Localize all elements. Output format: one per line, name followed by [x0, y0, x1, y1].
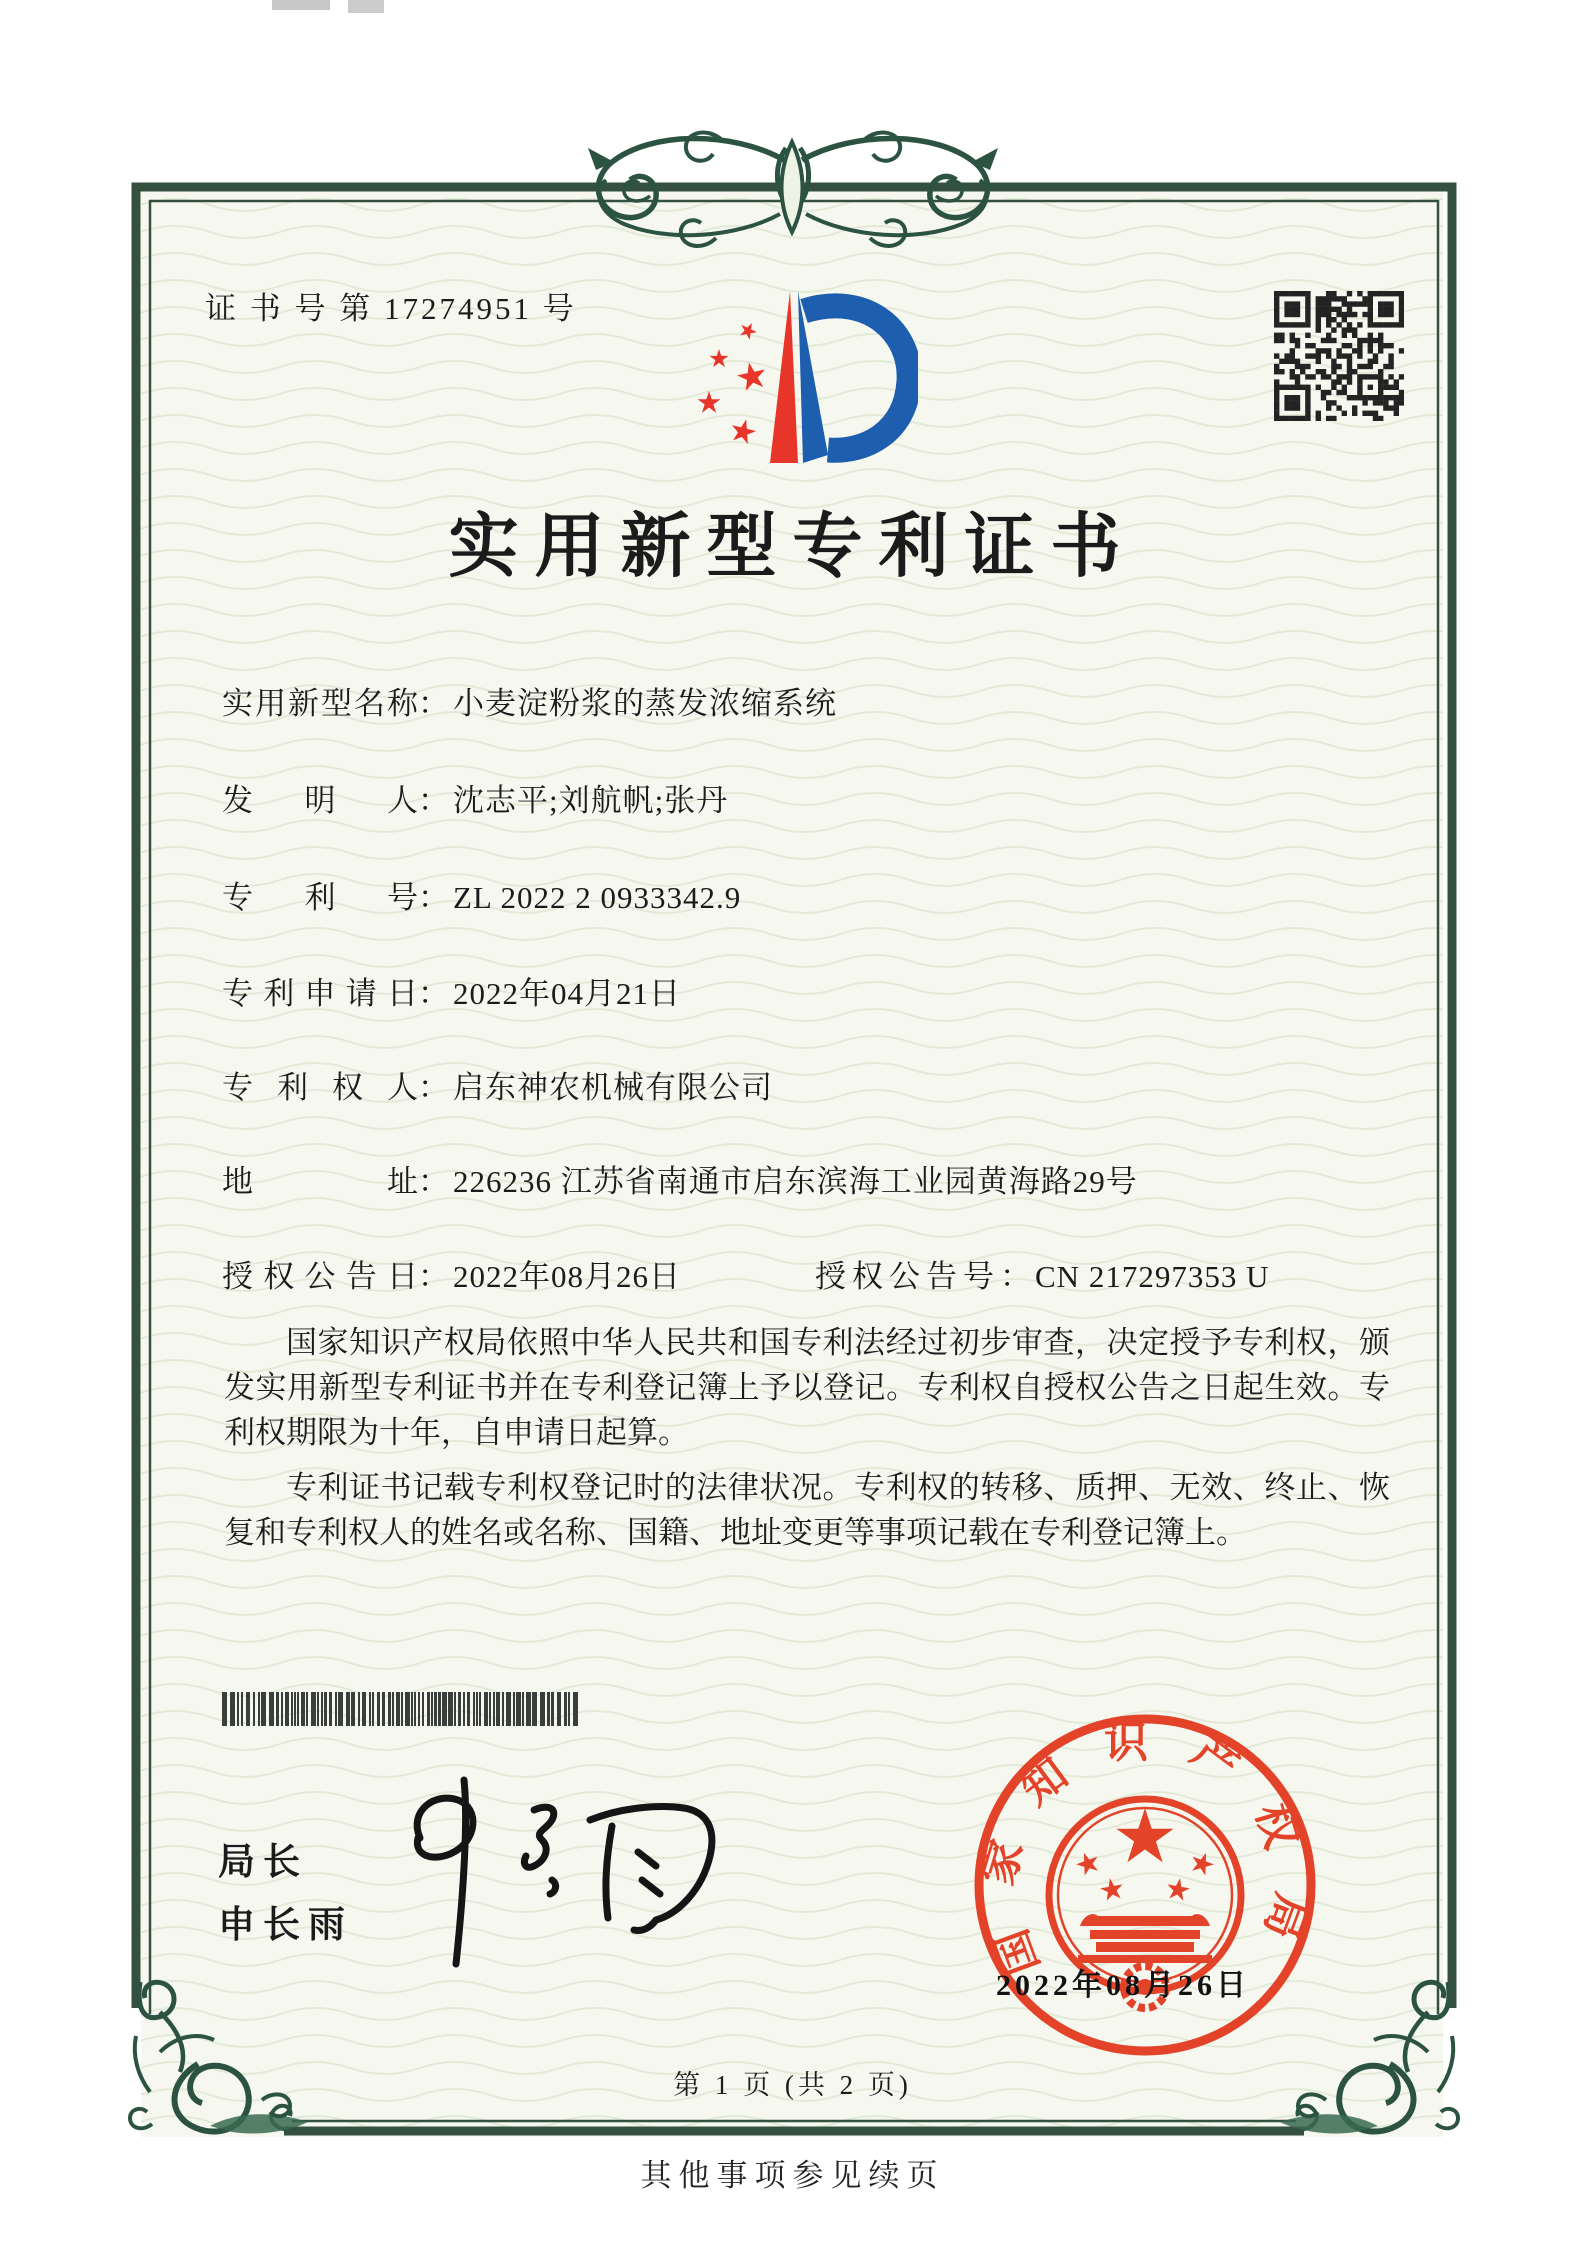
field-label: 授权公告号 — [815, 1259, 1000, 1294]
field-value: CN 217297353 U — [1035, 1259, 1270, 1294]
field-label: 实用新型名称 — [222, 686, 418, 721]
field-value: 2022年04月21日 — [453, 976, 681, 1011]
field-row-patentee — [222, 1062, 773, 1107]
field-value: 沈志平;刘航帆;张丹 — [453, 783, 729, 818]
signer-title: 局长 — [218, 1841, 308, 1882]
field-label: 专利申请日 — [222, 976, 418, 1011]
certificate-number: 证 书 号 第 17274951 号 — [205, 291, 577, 326]
legal-paragraph-2: 专利证书记载专利权登记时的法律状况。专利权的转移、质押、无效、终止、恢复和专利权人的姓名或名称、国籍、地址变更等事项记载在专利登记簿上。 — [224, 1470, 1390, 1550]
certificate-title: 实用新型专利证书 — [448, 509, 1137, 586]
field-pair-grant-no — [815, 1251, 1269, 1296]
field-value: 小麦淀粉浆的蒸发浓缩系统 — [453, 686, 837, 721]
field-label: 发明人 — [222, 783, 418, 818]
field-label: 专利号 — [222, 880, 418, 915]
field-value: 2022年08月26日 — [453, 1259, 681, 1294]
seal-date: 2022年08月26日 — [996, 1969, 1250, 2002]
legal-paragraphs — [224, 1320, 1390, 1555]
cnipa-logo — [686, 283, 918, 473]
field-value: 226236 江苏省南通市启东滨海工业园黄海路29号 — [453, 1164, 1138, 1199]
continuation-note: 其他事项参见续页 — [640, 2158, 945, 2193]
legal-paragraph-1: 国家知识产权局依照中华人民共和国专利法经过初步审查，决定授予专利权，颁发实用新型专利证书并在专利登记簿上予以登记。专利权自授权公告之日起生效。专利权期限为十年，自申请日起算。 — [224, 1325, 1390, 1450]
field-colon: ： — [418, 686, 449, 721]
field-value: 启东神农机械有限公司 — [453, 1070, 773, 1105]
barcode — [222, 1692, 588, 1726]
field-colon: ： — [418, 1259, 449, 1294]
director-signature — [372, 1768, 752, 1973]
field-row-filing-date — [222, 968, 681, 1013]
cnipa-official-seal — [958, 1698, 1332, 2072]
field-colon: ： — [418, 1164, 449, 1199]
field-row-name — [222, 678, 837, 723]
field-colon: ： — [1000, 1259, 1031, 1294]
field-row-patent-no — [222, 872, 741, 917]
signer-name: 申长雨 — [218, 1904, 353, 1945]
field-label: 专利权人 — [222, 1070, 418, 1105]
field-label: 授权公告日 — [222, 1259, 418, 1294]
svg-text:国家知识产权局 — [973, 1718, 1317, 1981]
field-row-grant — [222, 1251, 1270, 1296]
field-row-address — [222, 1156, 1138, 1201]
field-row-inventor — [222, 775, 728, 820]
seal-arc-text: 国家知识产权局 — [973, 1717, 1317, 1982]
field-colon: ： — [418, 976, 449, 1011]
field-colon: ： — [418, 1070, 449, 1105]
logo-red-spike — [770, 291, 798, 463]
scan-artifact — [272, 0, 330, 10]
scan-artifact — [348, 0, 384, 13]
field-value: ZL 2022 2 0933342.9 — [453, 880, 742, 915]
qr-code — [1274, 291, 1404, 421]
field-colon: ： — [418, 880, 449, 915]
field-label: 地址 — [222, 1164, 418, 1199]
field-colon: ： — [418, 783, 449, 818]
page-indicator: 第 1 页 (共 2 页) — [673, 2070, 912, 2100]
